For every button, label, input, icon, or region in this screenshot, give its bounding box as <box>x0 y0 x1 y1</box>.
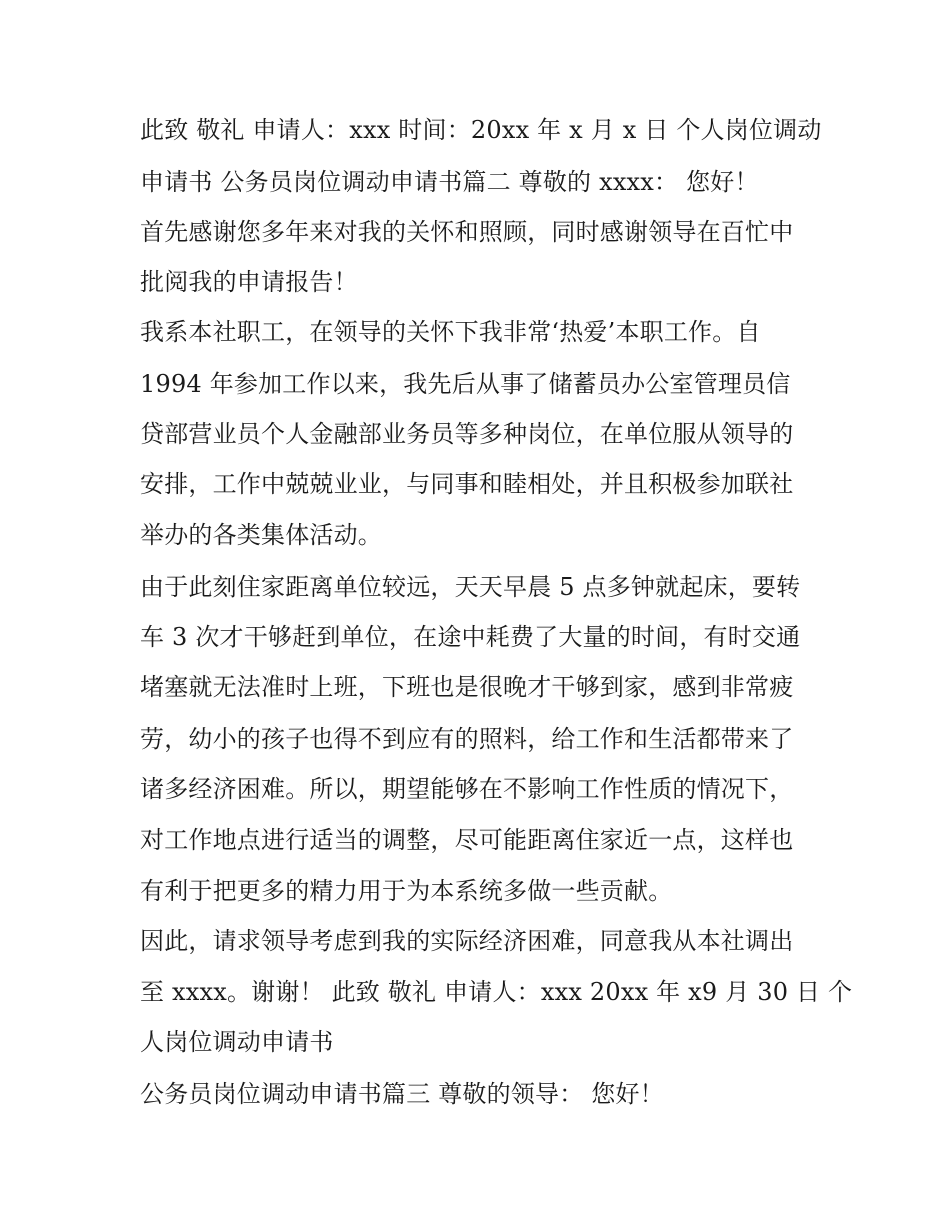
text-line: 此致 敬礼 申请人：xxx 时间：20xx 年 x 月 x 日 个人岗位调动 <box>140 116 822 144</box>
text-line: 申请书 公务员岗位调动申请书篇二 尊敬的 xxxx： 您好！ <box>140 168 759 196</box>
text-line: 车 3 次才干够赶到单位，在途中耗费了大量的时间，有时交通 <box>140 623 801 651</box>
text-line: 由于此刻住家距离单位较远，天天早晨 5 点多钟就起床，要转 <box>140 573 801 601</box>
text-line: 人岗位调动申请书 <box>140 1028 334 1056</box>
text-line: 因此，请求领导考虑到我的实际经济困难，同意我从本社调出 <box>140 927 794 955</box>
text-line: 劳，幼小的孩子也得不到应有的照料，给工作和生活都带来了 <box>140 725 794 753</box>
text-line: 贷部营业员个人金融部业务员等多种岗位，在单位服从领导的 <box>140 420 794 448</box>
text-line: 至 xxxx。谢谢！ 此致 敬礼 申请人：xxx 20xx 年 x9 月 30 日 个 <box>140 978 853 1006</box>
text-line: 首先感谢您多年来对我的关怀和照顾，同时感谢领导在百忙中 <box>140 218 794 246</box>
text-line: 我系本社职工，在领导的关怀下我非常‘热爱’本职工作。自 <box>140 318 761 346</box>
text-line: 举办的各类集体活动。 <box>140 521 382 549</box>
text-line: 诸多经济困难。所以，期望能够在不影响工作性质的情况下， <box>140 775 794 803</box>
text-line: 公务员岗位调动申请书篇三 尊敬的领导： 您好！ <box>140 1080 664 1108</box>
text-line: 安排，工作中兢兢业业，与同事和睦相处，并且积极参加联社 <box>140 470 794 498</box>
text-line: 有利于把更多的精力用于为本系统多做一些贡献。 <box>140 877 673 905</box>
text-line: 堵塞就无法准时上班，下班也是很晚才干够到家，感到非常疲 <box>140 673 794 701</box>
text-line: 批阅我的申请报告！ <box>140 268 358 296</box>
text-line: 对工作地点进行适当的调整，尽可能距离住家近一点，这样也 <box>140 826 794 854</box>
text-line: 1994 年参加工作以来，我先后从事了储蓄员办公室管理员信 <box>140 370 791 398</box>
